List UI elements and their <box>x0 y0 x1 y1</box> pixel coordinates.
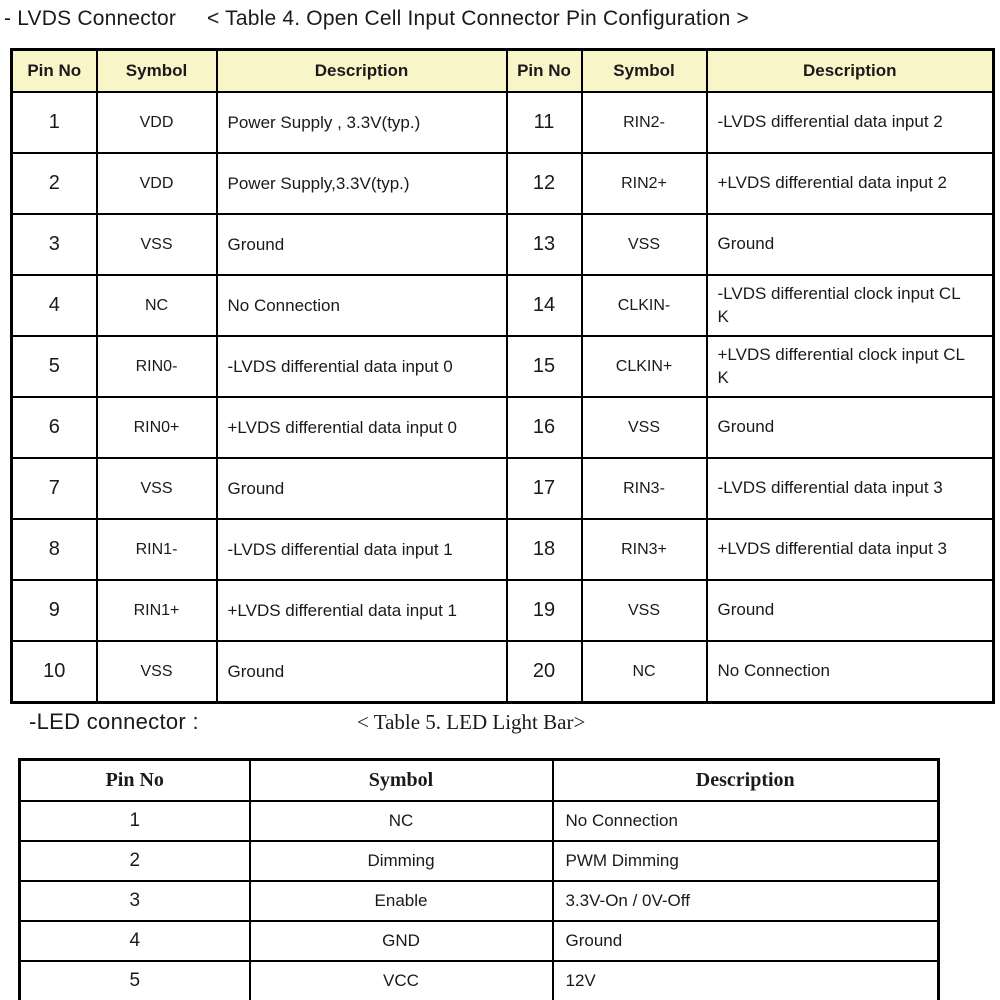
led-table-caption: < Table 5. LED Light Bar> <box>357 710 586 734</box>
pin-cell: 17 <box>507 458 582 519</box>
description-cell: -LVDS differential data input 0 <box>217 336 507 397</box>
table-row <box>12 92 994 153</box>
pin-cell: 1 <box>12 92 97 153</box>
description-cell: +LVDS differential clock input CLK <box>707 336 994 397</box>
pin-cell: 19 <box>507 580 582 641</box>
description-cell: +LVDS differential data input 0 <box>217 397 507 458</box>
pin-cell: 2 <box>20 841 250 881</box>
table-row <box>20 841 939 881</box>
lvds-header-symbol-left: Symbol <box>97 50 217 93</box>
description-cell: +LVDS differential data input 2 <box>707 153 994 214</box>
led-section-title: -LED connector : <box>29 709 199 734</box>
symbol-cell: VCC <box>250 961 553 1000</box>
symbol-cell: VSS <box>97 641 217 703</box>
lvds-header-pin-right: Pin No <box>507 50 582 93</box>
pin-cell: 10 <box>12 641 97 703</box>
symbol-cell: VSS <box>97 214 217 275</box>
pin-cell: 8 <box>12 519 97 580</box>
symbol-cell: RIN3+ <box>582 519 707 580</box>
pin-cell: 7 <box>12 458 97 519</box>
pin-cell: 14 <box>507 275 582 336</box>
symbol-cell: Enable <box>250 881 553 921</box>
description-cell: 12V <box>553 961 939 1000</box>
table-row <box>12 458 994 519</box>
symbol-cell: VDD <box>97 153 217 214</box>
description-cell: PWM Dimming <box>553 841 939 881</box>
pin-cell: 6 <box>12 397 97 458</box>
table-row <box>12 519 994 580</box>
table-row <box>12 214 994 275</box>
description-cell: Power Supply , 3.3V(typ.) <box>217 92 507 153</box>
table-row <box>12 153 994 214</box>
pin-cell: 3 <box>20 881 250 921</box>
symbol-cell: RIN1+ <box>97 580 217 641</box>
pin-cell: 20 <box>507 641 582 703</box>
lvds-table-caption: < Table 4. Open Cell Input Connector Pin Configuration > <box>207 7 749 30</box>
table-row <box>12 336 994 397</box>
pin-cell: 5 <box>20 961 250 1000</box>
table-row <box>12 580 994 641</box>
symbol-cell: NC <box>250 801 553 841</box>
led-header-symbol: Symbol <box>250 760 553 802</box>
description-cell: 3.3V-On / 0V-Off <box>553 881 939 921</box>
symbol-cell: GND <box>250 921 553 961</box>
table-row <box>20 801 939 841</box>
description-cell: Ground <box>217 214 507 275</box>
pin-cell: 1 <box>20 801 250 841</box>
pin-cell: 13 <box>507 214 582 275</box>
led-header-pin: Pin No <box>20 760 250 802</box>
description-cell: Ground <box>217 641 507 703</box>
pin-cell: 4 <box>20 921 250 961</box>
symbol-cell: VSS <box>582 214 707 275</box>
description-cell: +LVDS differential data input 3 <box>707 519 994 580</box>
description-cell: No Connection <box>707 641 994 703</box>
description-cell: +LVDS differential data input 1 <box>217 580 507 641</box>
pin-cell: 9 <box>12 580 97 641</box>
description-cell: Ground <box>707 397 994 458</box>
description-cell: -LVDS differential data input 2 <box>707 92 994 153</box>
symbol-cell: VSS <box>582 580 707 641</box>
lvds-header-symbol-right: Symbol <box>582 50 707 93</box>
description-cell: -LVDS differential data input 1 <box>217 519 507 580</box>
symbol-cell: RIN3- <box>582 458 707 519</box>
lvds-header-desc-left: Description <box>217 50 507 93</box>
symbol-cell: VDD <box>97 92 217 153</box>
symbol-cell: RIN2+ <box>582 153 707 214</box>
table-row <box>20 961 939 1000</box>
pin-cell: 2 <box>12 153 97 214</box>
pin-cell: 16 <box>507 397 582 458</box>
pin-cell: 4 <box>12 275 97 336</box>
table-row <box>12 275 994 336</box>
symbol-cell: NC <box>582 641 707 703</box>
lvds-section-title: - LVDS Connector <box>4 7 177 30</box>
symbol-cell: Dimming <box>250 841 553 881</box>
symbol-cell: VSS <box>582 397 707 458</box>
description-cell: -LVDS differential clock input CLK <box>707 275 994 336</box>
table-row <box>12 397 994 458</box>
symbol-cell: RIN1- <box>97 519 217 580</box>
description-cell: Ground <box>217 458 507 519</box>
pin-cell: 11 <box>507 92 582 153</box>
pin-cell: 3 <box>12 214 97 275</box>
lvds-header-desc-right: Description <box>707 50 994 93</box>
description-cell: -LVDS differential data input 3 <box>707 458 994 519</box>
pin-cell: 15 <box>507 336 582 397</box>
description-cell: No Connection <box>553 801 939 841</box>
lvds-header-row <box>12 50 994 93</box>
led-header-row <box>20 760 939 802</box>
led-header-desc: Description <box>553 760 939 802</box>
pin-cell: 12 <box>507 153 582 214</box>
symbol-cell: CLKIN- <box>582 275 707 336</box>
symbol-cell: VSS <box>97 458 217 519</box>
description-cell: Ground <box>707 580 994 641</box>
symbol-cell: RIN2- <box>582 92 707 153</box>
symbol-cell: RIN0+ <box>97 397 217 458</box>
lvds-pin-table-grid <box>10 48 995 704</box>
led-pin-table <box>18 758 940 1000</box>
table-row <box>20 881 939 921</box>
table-row <box>20 921 939 961</box>
description-cell: Ground <box>707 214 994 275</box>
lvds-pin-table <box>10 48 995 704</box>
description-cell: Ground <box>553 921 939 961</box>
led-pin-table-grid <box>18 758 940 1000</box>
lvds-header-pin-left: Pin No <box>12 50 97 93</box>
symbol-cell: CLKIN+ <box>582 336 707 397</box>
symbol-cell: NC <box>97 275 217 336</box>
table-row <box>12 641 994 703</box>
description-cell: Power Supply,3.3V(typ.) <box>217 153 507 214</box>
pin-cell: 5 <box>12 336 97 397</box>
symbol-cell: RIN0- <box>97 336 217 397</box>
description-cell: No Connection <box>217 275 507 336</box>
pin-cell: 18 <box>507 519 582 580</box>
